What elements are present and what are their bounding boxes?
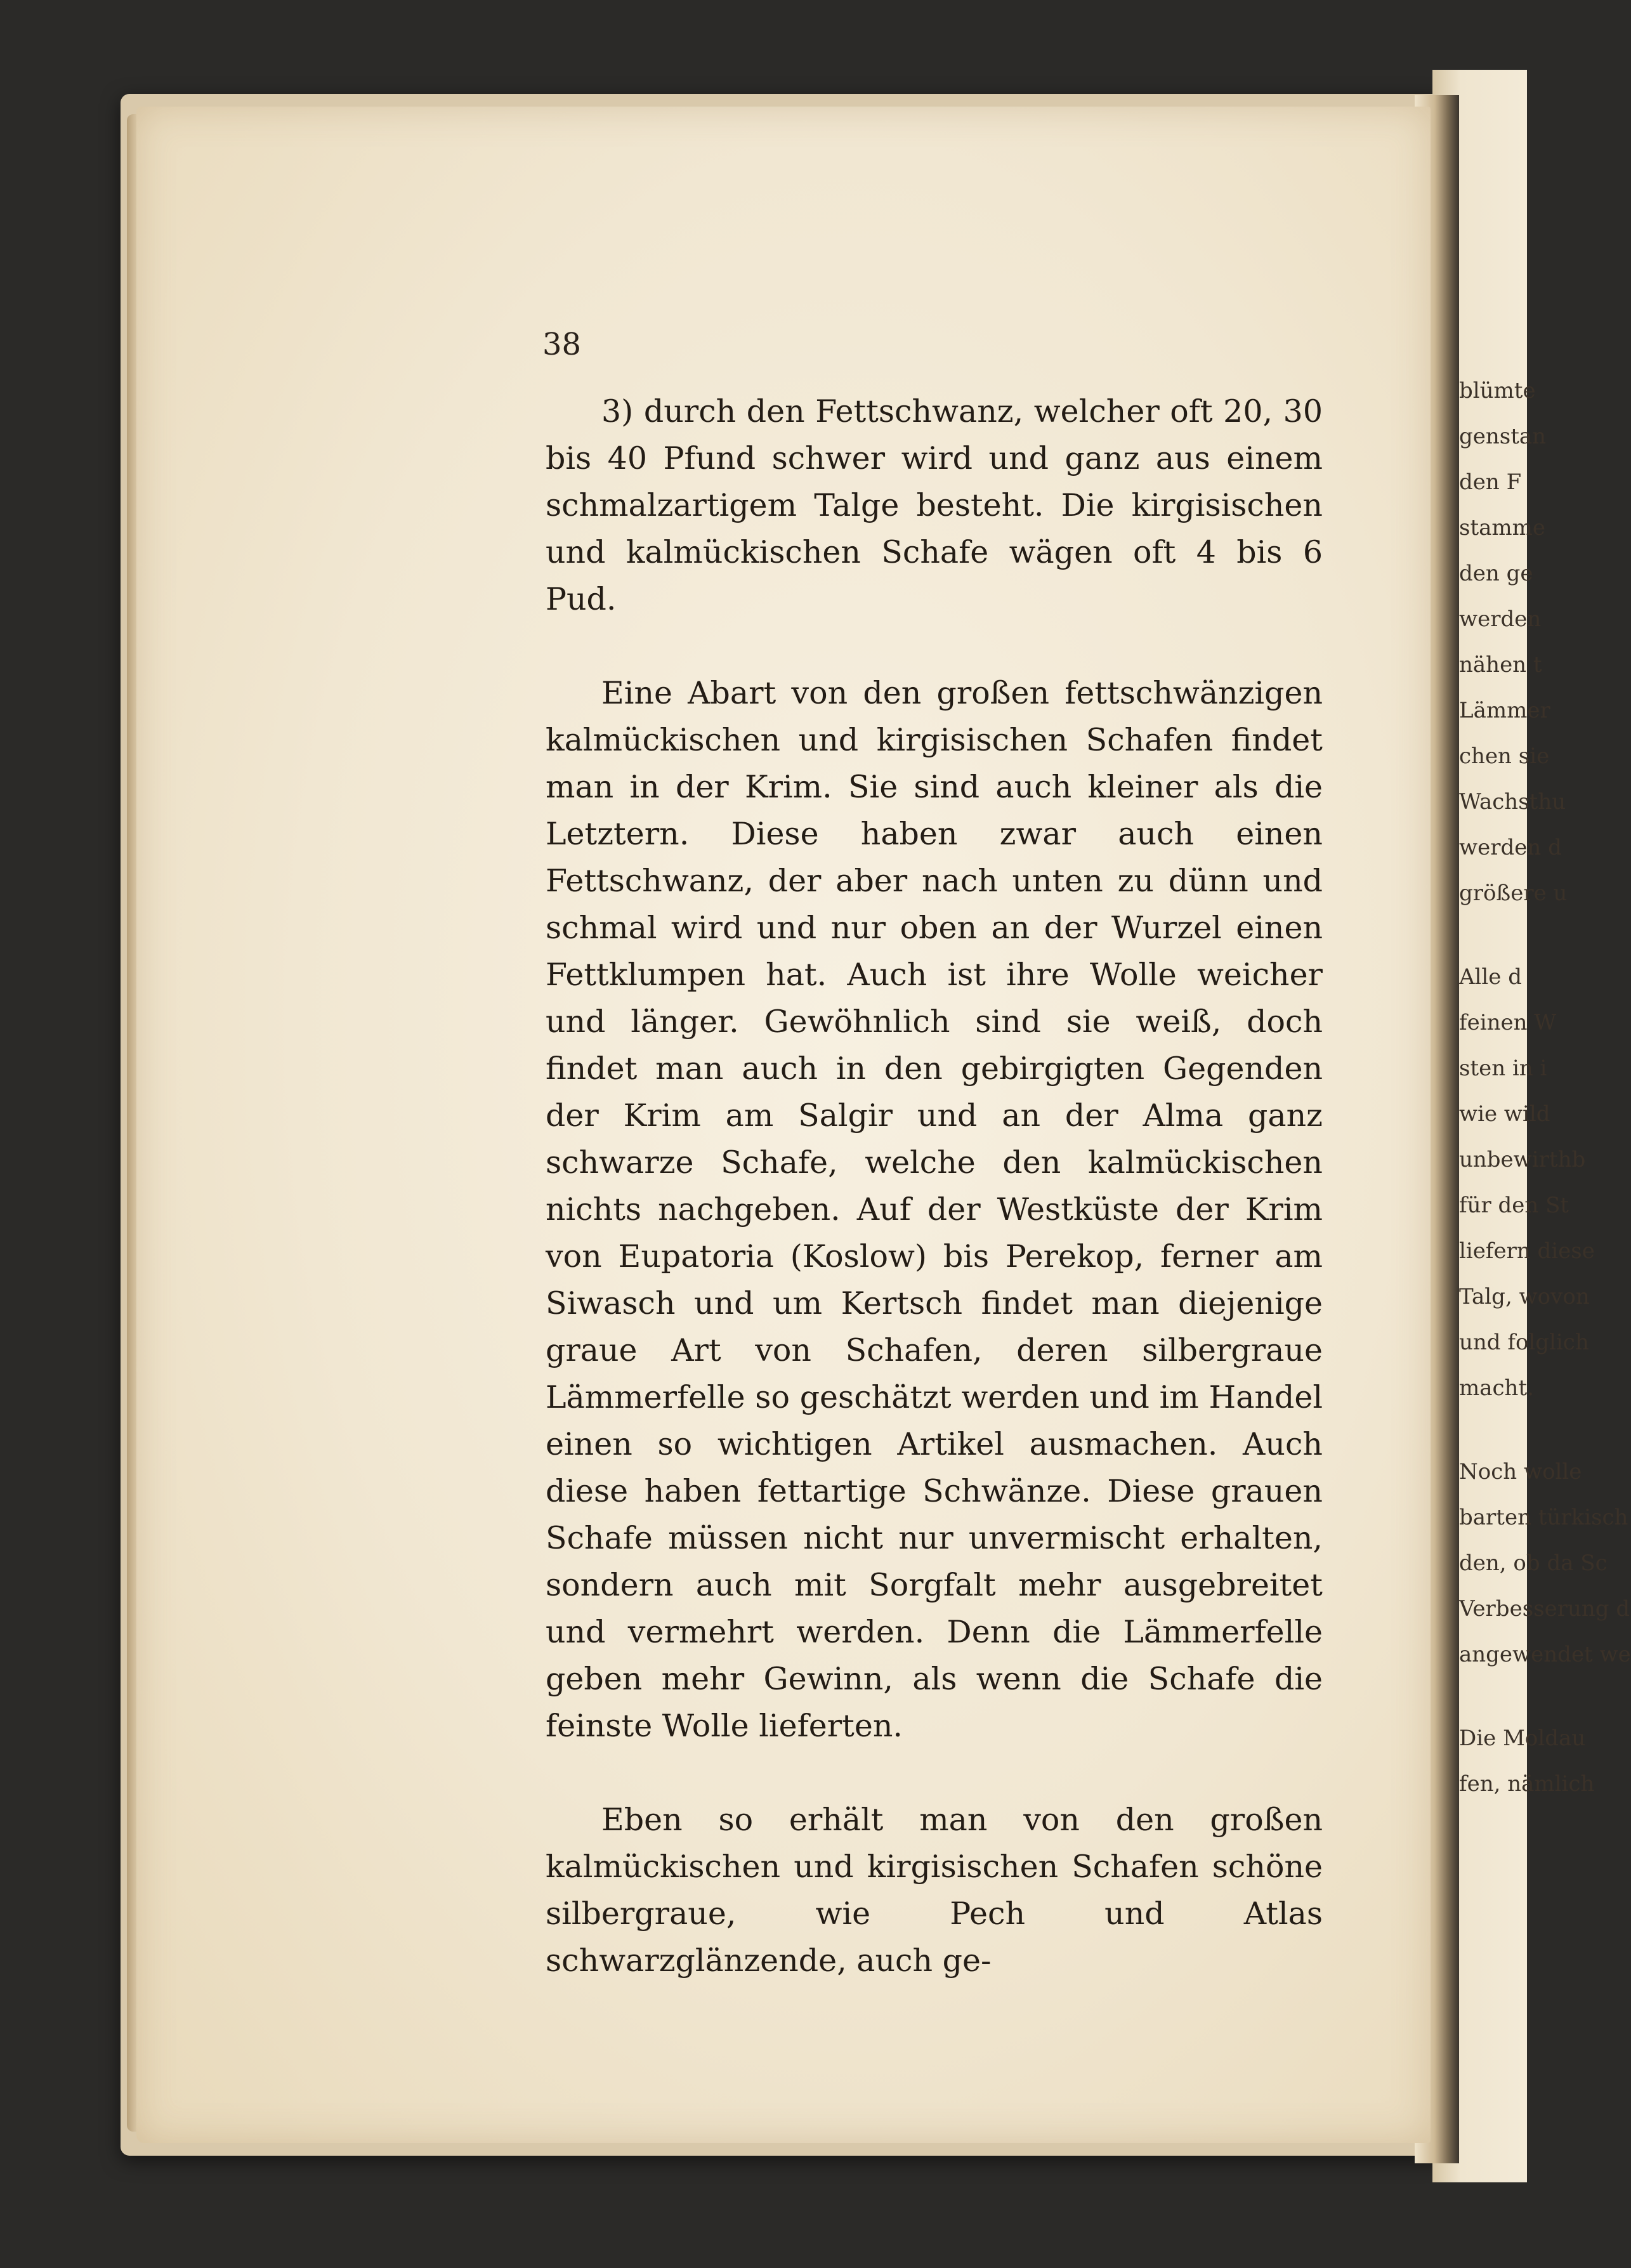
page-text xyxy=(546,388,1323,1984)
facing-page-line: Lämmer xyxy=(1459,698,1550,723)
facing-page-line: feinen W xyxy=(1459,1010,1557,1035)
facing-page-text xyxy=(1459,368,1631,1807)
facing-page-line: Talg, wovon xyxy=(1459,1284,1590,1309)
facing-page-line: macht. xyxy=(1459,1375,1534,1401)
facing-page-line: sten in i xyxy=(1459,1056,1547,1081)
facing-page-line: werden d xyxy=(1459,835,1562,860)
facing-page-line: Verbesserung d xyxy=(1459,1596,1630,1622)
facing-page-line: den ge xyxy=(1459,561,1533,586)
facing-page-line: nähen t xyxy=(1459,652,1542,678)
facing-page-line: liefern diese xyxy=(1459,1238,1595,1264)
facing-page-line: größere u xyxy=(1459,881,1568,906)
facing-page-line: werden xyxy=(1459,606,1542,632)
facing-page-line: barten türkisch xyxy=(1459,1505,1628,1530)
facing-page-line: Noch wolle xyxy=(1459,1459,1582,1485)
facing-page-line: Alle d xyxy=(1459,964,1522,990)
facing-page-line: für den St xyxy=(1459,1193,1569,1218)
facing-page-line: stamme xyxy=(1459,515,1545,541)
facing-page-line: genstan xyxy=(1459,424,1547,449)
facing-page-line: und folglich xyxy=(1459,1330,1589,1355)
facing-page-gap xyxy=(1459,1411,1527,1449)
facing-page-line: unbewirthb xyxy=(1459,1147,1586,1172)
facing-page-line: wie wild xyxy=(1459,1101,1550,1127)
facing-page-gap xyxy=(1459,916,1527,954)
facing-page-line: fen, nämlich xyxy=(1459,1771,1595,1797)
facing-page-line: chen sie xyxy=(1459,744,1550,769)
facing-page-line: den, ob da Sc xyxy=(1459,1550,1608,1576)
facing-page-line: Die Moldau xyxy=(1459,1726,1586,1751)
paragraph-3: Eben so erhält man von den großen kalmückischen und kirgisischen Schafen schöne silbergraue, wie Pech und Atlas schwarzglänzende, auch ge- xyxy=(546,1802,1323,1979)
facing-page-line: angewendet we xyxy=(1459,1642,1631,1667)
facing-page-gap xyxy=(1459,1677,1527,1715)
facing-page-line: den F xyxy=(1459,469,1522,495)
paragraph-1: 3) durch den Fettschwanz, welcher oft 20, 30 bis 40 Pfund schwer wird und ganz aus einem schmalzartigem Talge besteht. Die kirgisischen und kalmückischen Schafe wägen oft 4 bis 6 Pud. xyxy=(546,393,1323,617)
paragraph-2: Eine Abart von den großen fettschwänzigen kalmückischen und kirgisischen Schafen findet man in der Krim. Sie sind auch kleiner als die Letztern. Diese haben zwar auch einen Fettschwanz, der aber nach unten zu dünn und schmal wird und nur oben an der Wurzel einen Fettklumpen hat. Auch ist ihre Wolle weicher und länger. Gewöhnlich sind sie weiß, doch findet man auch in den gebirgigten Gegenden der Krim am Salgir und an der Alma ganz schwarze Schafe, welche den kalmückischen nichts nachgeben. Auf der Westküste der Krim von Eupatoria (Koslow) bis Perekop, ferner am Siwasch und um Kertsch findet man diejenige graue Art von Schafen, deren silbergraue Lämmerfelle so geschätzt werden und im Handel einen so wichtigen Artikel ausmachen. Auch diese haben fettartige Schwänze. Diese grauen Schafe müssen nicht nur unvermischt erhalten, sondern auch mit Sorgfalt mehr ausgebreitet und vermehrt werden. Denn die Lämmerfelle geben mehr Gewinn, als wenn die Schafe die feinste Wolle lieferten. xyxy=(546,675,1323,1744)
facing-page-line: blümte xyxy=(1459,378,1536,403)
page-number: 38 xyxy=(542,327,582,362)
facing-page-line: Wachsthu xyxy=(1459,789,1566,815)
